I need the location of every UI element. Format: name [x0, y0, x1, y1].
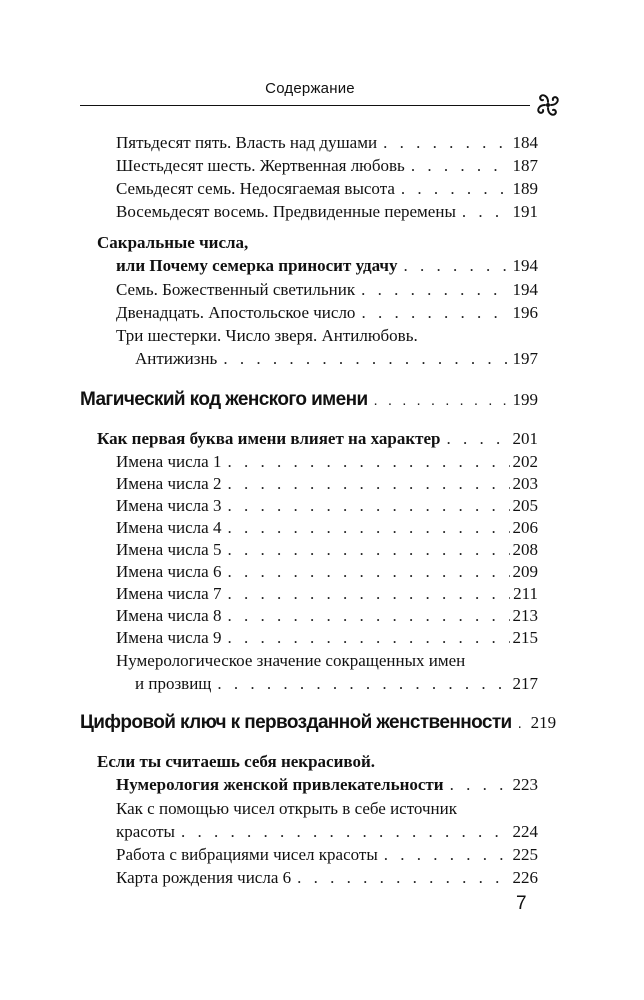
toc-entry[interactable] [116, 473, 538, 495]
toc-entry[interactable] [116, 132, 538, 154]
toc-entry-label: Двенадцать. Апостольское число [116, 303, 356, 322]
toc-subsection-heading[interactable] [97, 232, 248, 254]
toc-leader-dots [227, 605, 509, 627]
toc-entry-label: Сакральные числа, [97, 233, 249, 252]
toc-entry[interactable] [116, 583, 538, 605]
toc-entry[interactable] [116, 561, 538, 583]
toc-entry[interactable] [116, 302, 538, 324]
toc-leader-dots [227, 561, 509, 583]
toc-entry-label: Имена числа 6 [116, 562, 222, 581]
toc-leader-dots [223, 348, 509, 370]
header-rule [80, 105, 530, 106]
toc-entry[interactable] [135, 673, 538, 695]
toc-leader-dots [217, 673, 509, 695]
toc-page-number: 196 [512, 303, 538, 322]
toc-leader-dots [361, 279, 509, 301]
toc-page-number: 224 [512, 822, 538, 841]
toc-entry-label: Имена числа 5 [116, 540, 222, 559]
toc-entry-label: Нумерологическое значение сокращенных имен [116, 651, 466, 670]
toc-subsection-entry[interactable] [116, 255, 538, 277]
toc-entry[interactable] [116, 867, 538, 889]
toc-entry-label: Имена числа 8 [116, 606, 222, 625]
toc-page-number: 197 [512, 349, 538, 368]
toc-leader-dots [227, 495, 509, 517]
toc-entry-label: Нумерология женской привлекательности [116, 775, 444, 794]
toc-leader-dots [227, 451, 509, 473]
toc-entry-label: Имена числа 3 [116, 496, 222, 515]
toc-entry-first-line[interactable] [116, 325, 418, 347]
toc-leader-dots [361, 302, 509, 324]
toc-entry-label: красоты [116, 822, 175, 841]
toc-entry-label: Имена числа 7 [116, 584, 222, 603]
toc-leader-dots [227, 517, 509, 539]
toc-entry[interactable] [116, 495, 538, 517]
toc-page-number: 217 [512, 674, 538, 693]
toc-leader-dots [227, 583, 510, 605]
toc-entry-label: Имена числа 2 [116, 474, 222, 493]
toc-entry[interactable] [116, 178, 538, 200]
toc-entry-label: Семьдесят семь. Недосягаемая высота [116, 179, 395, 198]
toc-entry[interactable] [116, 155, 538, 177]
toc-entry-label: Пятьдесят пять. Власть над душами [116, 133, 378, 152]
toc-leader-dots [383, 132, 509, 154]
toc-entry-label: и прозвищ [135, 674, 212, 693]
toc-entry-label: Семь. Божественный светильник [116, 280, 356, 299]
toc-page-number: 211 [513, 584, 538, 603]
toc-entry-label: Имена числа 1 [116, 452, 222, 471]
swirl-ornament-icon [531, 88, 565, 122]
toc-entry[interactable] [116, 627, 538, 649]
toc-leader-dots [450, 774, 510, 796]
toc-page-number: 194 [512, 280, 538, 299]
toc-leader-dots [227, 539, 509, 561]
toc-entry-label: Имена числа 4 [116, 518, 222, 537]
toc-page-number: 226 [512, 868, 538, 887]
toc-page-number: 203 [512, 474, 538, 493]
toc-entry-label: Антижизнь [135, 349, 218, 368]
toc-leader-dots [446, 428, 509, 450]
toc-leader-dots [518, 713, 528, 735]
toc-subsection-heading[interactable] [97, 751, 375, 773]
toc-page-number: 184 [512, 133, 538, 152]
toc-entry-label: Имена числа 9 [116, 628, 222, 647]
toc-page-number: 189 [512, 179, 538, 198]
toc-chapter-entry[interactable] [80, 712, 557, 735]
toc-leader-dots [384, 844, 510, 866]
toc-entry[interactable] [116, 539, 538, 561]
toc-entry-label: или Почему семерка приносит удачу [116, 256, 398, 275]
toc-leader-dots [404, 255, 510, 277]
toc-page-number: 213 [512, 606, 538, 625]
toc-entry-first-line[interactable] [116, 798, 457, 820]
toc-entry[interactable] [116, 201, 538, 223]
toc-page-number: 194 [512, 256, 538, 275]
toc-entry[interactable] [116, 279, 538, 301]
toc-chapter-label: Цифровой ключ к первозданной женственности [80, 712, 512, 733]
toc-leader-dots [374, 390, 510, 412]
toc-entry-label: Карта рождения числа 6 [116, 868, 292, 887]
toc-entry-label: Как первая буква имени влияет на характер [97, 429, 441, 448]
running-header-title: Содержание [265, 80, 355, 97]
toc-entry[interactable] [116, 451, 538, 473]
toc-leader-dots [227, 627, 509, 649]
toc-entry-label: Как с помощью чисел открыть в себе источник [116, 799, 457, 818]
toc-subsection-entry[interactable] [116, 774, 538, 796]
toc-entry[interactable] [116, 844, 538, 866]
toc-page-number: 206 [512, 518, 538, 537]
toc-page-number: 219 [530, 713, 557, 732]
toc-chapter-label: Магический код женского имени [80, 389, 368, 410]
toc-leader-dots [411, 155, 510, 177]
page-number-folio: 7 [516, 893, 527, 914]
toc-page-number: 187 [512, 156, 538, 175]
toc-page-number: 208 [512, 540, 538, 559]
toc-entry[interactable] [116, 821, 538, 843]
toc-leader-dots [181, 821, 510, 843]
toc-page-number: 202 [512, 452, 538, 471]
toc-page-number: 205 [512, 496, 538, 515]
toc-entry-label: Шестьдесят шесть. Жертвенная любовь [116, 156, 405, 175]
toc-entry-label: Если ты считаешь себя некрасивой. [97, 752, 375, 771]
toc-leader-dots [297, 867, 509, 889]
toc-chapter-entry[interactable] [80, 389, 538, 412]
toc-entry-label: Работа с вибрациями чисел красоты [116, 845, 378, 864]
toc-entry-label: Восемьдесят восемь. Предвиденные перемены [116, 202, 456, 221]
toc-entry[interactable] [116, 517, 538, 539]
toc-page-number: 215 [512, 628, 538, 647]
toc-page-number: 199 [512, 390, 538, 409]
toc-leader-dots [227, 473, 509, 495]
toc-entry-label: Три шестерки. Число зверя. Антилюбовь. [116, 326, 418, 345]
toc-page-number: 225 [512, 845, 538, 864]
toc-leader-dots [401, 178, 510, 200]
toc-entry[interactable] [116, 605, 538, 627]
toc-subsection-entry[interactable] [97, 428, 538, 450]
toc-entry[interactable] [135, 348, 538, 370]
toc-entry-first-line[interactable] [116, 650, 465, 672]
toc-page-number: 191 [512, 202, 538, 221]
toc-leader-dots [462, 201, 510, 223]
toc-page-number: 201 [512, 429, 538, 448]
toc-page-number: 209 [512, 562, 538, 581]
toc-page-number: 223 [512, 775, 538, 794]
